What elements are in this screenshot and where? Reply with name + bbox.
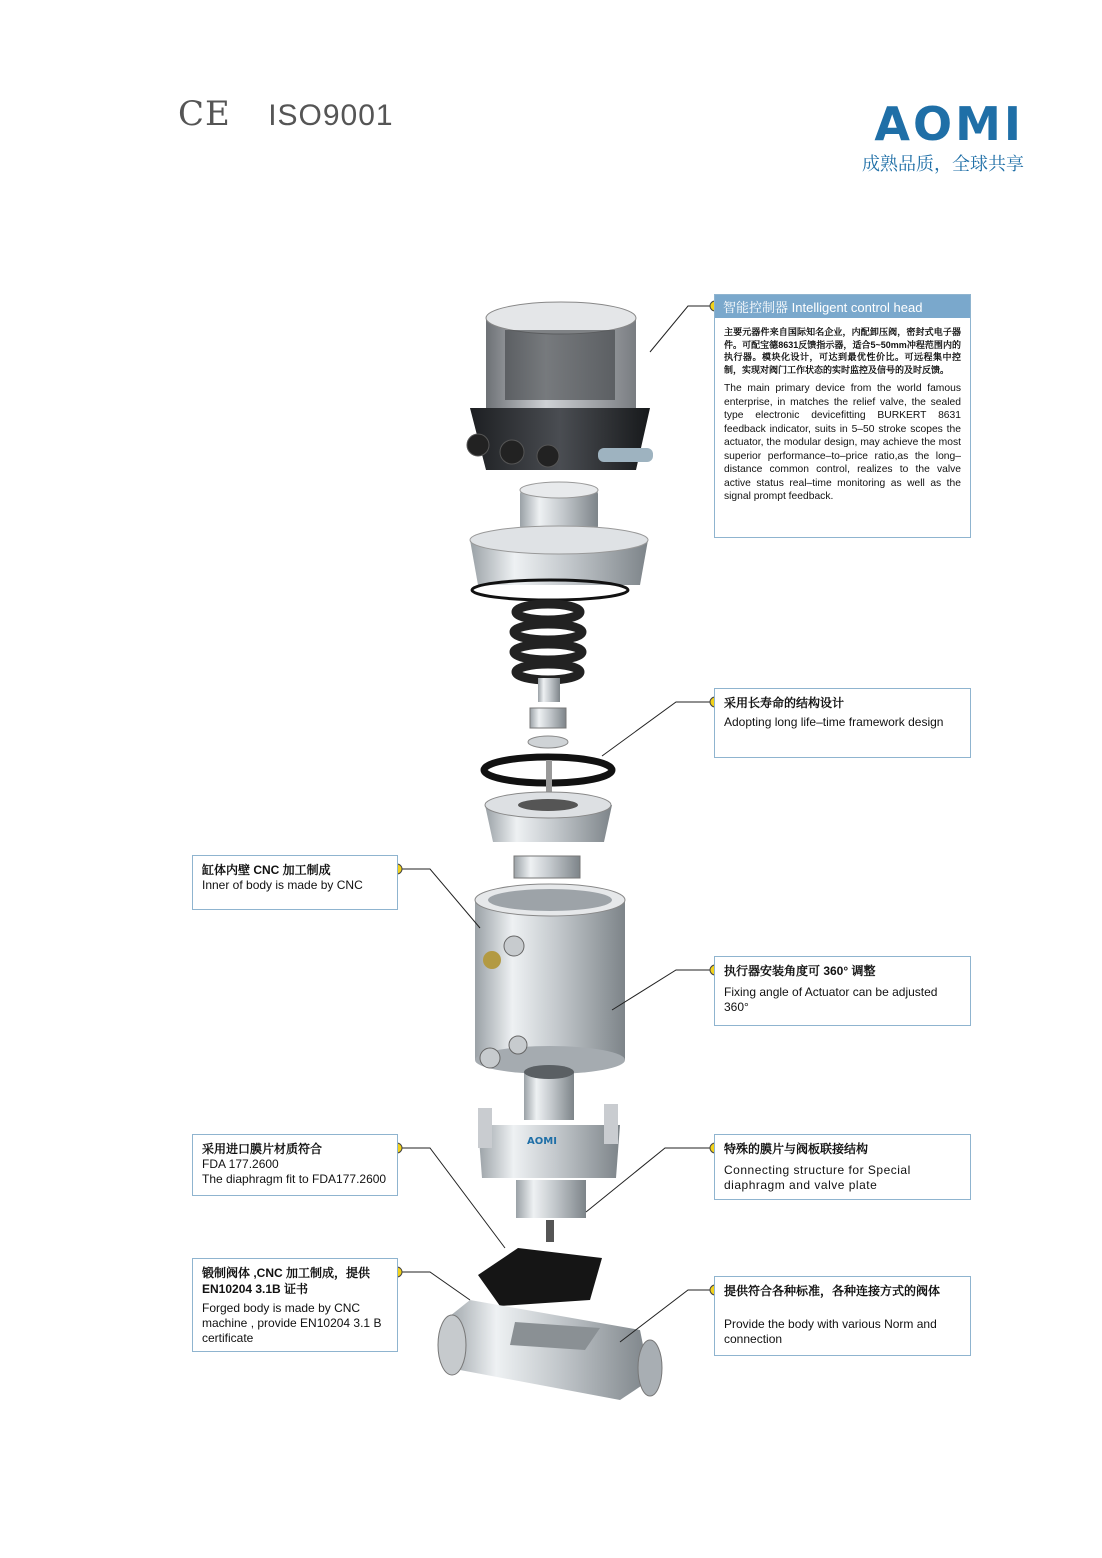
cnc-inner-en: Inner of body is made by CNC	[202, 878, 363, 892]
norm-zh: 提供符合各种标准，各种连接方式的阀体	[724, 1284, 941, 1298]
long-life-zh: 采用长寿命的结构设计	[724, 696, 845, 710]
callout-special-structure	[714, 1134, 971, 1200]
callout-long-life	[714, 688, 971, 758]
ce-mark: CE	[178, 94, 231, 134]
control-head-body-zh: 主要元器件来自国际知名企业，内配卸压阀，密封式电子器件。可配宝德8631反馈指示器，适合5~50mm冲程范围内的执行器。模块化设计，可达到最优性价比。可远程集中控制，实现对阀门工作状态的实时监控及信号的及时反馈。	[724, 327, 961, 375]
special-en: Connecting structure for Special diaphragm and valve plate	[724, 1163, 911, 1192]
angle-en: Fixing angle of Actuator can be adjusted 360°	[724, 985, 938, 1014]
iso-mark: ISO9001	[268, 99, 394, 132]
long-life-en: Adopting long life–time framework design	[724, 715, 944, 729]
control-head-body-en: The main primary device from the world famous enterprise, in matches the relief valve, the sealed type electronic devicefitting BURKERT 8631 feedback indicator, suits in 5–50 stroke scopes the actuator, the modular design, may achieve the most superior performance–to–price ratio,as the long–distance common control, realizes to the valve active status real–time monitoring as well as the signal prompt feedback.	[724, 383, 961, 502]
brand-tagline: 成熟品质，全球共享	[862, 154, 1024, 174]
cnc-inner-zh: 缸体内壁 CNC 加工制成	[202, 863, 331, 877]
callout-cnc-inner	[192, 855, 398, 910]
special-zh: 特殊的膜片与阀板联接结构	[724, 1142, 869, 1156]
control-head-part	[467, 302, 653, 470]
bonnet-part	[478, 1065, 620, 1242]
callout-control-head	[714, 294, 971, 538]
diaphragm-part	[478, 1248, 602, 1306]
fda-zh: 采用进口膜片材质符合	[202, 1142, 323, 1156]
brand-wordmark: AOMI	[874, 97, 1024, 151]
forged-zh: 锻制阀体 ,CNC 加工制成，提供 EN10204 3.1B 证书	[202, 1266, 371, 1296]
norm-en: Provide the body with various Norm and connection	[724, 1317, 937, 1346]
actuator-cap-part	[470, 482, 648, 600]
callout-angle	[714, 956, 971, 1026]
cylinder-part	[475, 884, 625, 1074]
fda-en2: The diaphragm fit to FDA177.2600	[202, 1172, 387, 1186]
angle-zh: 执行器安装角度可 360° 调整	[724, 964, 876, 978]
title-zh: 智能控制器	[723, 300, 789, 315]
fda-en1: FDA 177.2600	[202, 1157, 279, 1171]
callout-norm	[714, 1276, 971, 1356]
forged-en: Forged body is made by CNC machine , provide EN10204 3.1 B certificate	[202, 1301, 382, 1345]
bonnet-logo: AOMI	[527, 1136, 557, 1147]
callout-control-head-title	[715, 295, 970, 318]
spring-part	[514, 604, 582, 680]
valve-body-part	[438, 1300, 662, 1400]
callout-fda	[192, 1134, 398, 1196]
callout-forged-body	[192, 1258, 398, 1352]
title-en: Intelligent control head	[791, 300, 923, 315]
